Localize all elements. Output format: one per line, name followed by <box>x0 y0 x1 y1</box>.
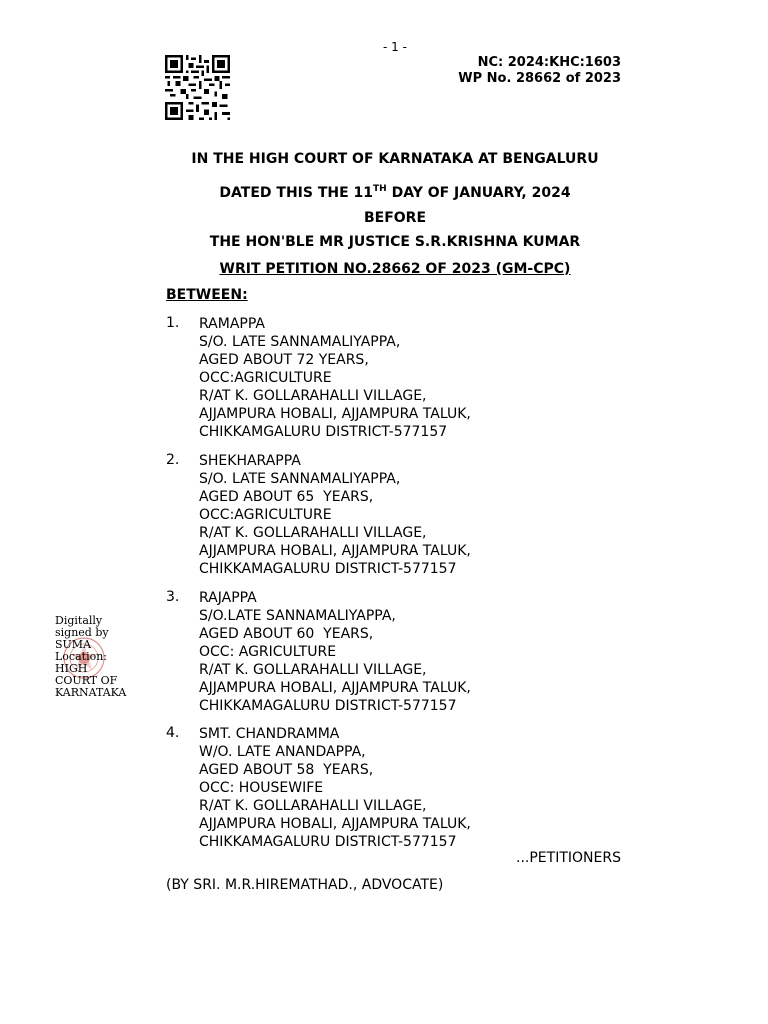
qr-code-icon <box>165 55 230 120</box>
party-line: OCC: AGRICULTURE <box>199 644 337 660</box>
party-line: OCC:AGRICULTURE <box>199 370 332 386</box>
signature-line: COURT OF <box>55 674 118 687</box>
case-header <box>458 55 621 87</box>
party-line: CHIKKAMAGALURU DISTRICT-577157 <box>199 698 457 714</box>
party-number: 4. <box>166 725 180 741</box>
party-line: AJJAMPURA HOBALI, AJJAMPURA TALUK, <box>199 816 471 832</box>
party-line: CHIKKAMGALURU DISTRICT-577157 <box>199 424 448 440</box>
party-line: RAMAPPA <box>199 316 265 332</box>
dated-prefix: DATED THIS THE 11 <box>219 185 374 201</box>
dated-superscript: TH <box>373 184 387 194</box>
party-line: W/O. LATE ANANDAPPA, <box>199 744 366 760</box>
case-number: WP No. 28662 of 2023 <box>458 71 621 86</box>
signature-line: Location: <box>55 650 107 663</box>
party-line: S/O. LATE SANNAMALIYAPPA, <box>199 471 401 487</box>
signature-line: KARNATAKA <box>55 686 127 699</box>
court-name: IN THE HIGH COURT OF KARNATAKA AT BENGALURU <box>191 151 599 167</box>
party-line: CHIKKAMAGALURU DISTRICT-577157 <box>199 561 457 577</box>
party-line: OCC:AGRICULTURE <box>199 507 332 523</box>
party-block <box>199 315 471 441</box>
party-number: 3. <box>166 589 180 605</box>
party-line: AGED ABOUT 72 YEARS, <box>199 352 369 368</box>
party-line: SHEKHARAPPA <box>199 453 301 469</box>
party-block <box>199 589 471 715</box>
party-number: 2. <box>166 452 180 468</box>
signature-line: signed by <box>55 626 109 639</box>
party-line: AJJAMPURA HOBALI, AJJAMPURA TALUK, <box>199 680 471 696</box>
party-line: R/AT K. GOLLARAHALLI VILLAGE, <box>199 662 427 678</box>
party-line: SMT. CHANDRAMMA <box>199 726 340 742</box>
petitioners-label: ...PETITIONERS <box>516 850 621 866</box>
signature-line: HIGH <box>55 662 88 675</box>
party-line: S/O. LATE SANNAMALIYAPPA, <box>199 334 401 350</box>
party-line: OCC: HOUSEWIFE <box>199 780 324 796</box>
party-line: AGED ABOUT 65 YEARS, <box>199 489 374 505</box>
signature-line: SUMA <box>55 638 92 651</box>
party-line: RAJAPPA <box>199 590 257 606</box>
party-line: R/AT K. GOLLARAHALLI VILLAGE, <box>199 798 427 814</box>
dated-suffix: DAY OF JANUARY, 2024 <box>386 185 571 201</box>
writ-petition-title: WRIT PETITION NO.28662 OF 2023 (GM-CPC) <box>219 261 571 277</box>
signature-line: Digitally <box>55 614 103 627</box>
party-line: S/O.LATE SANNAMALIYAPPA, <box>199 608 396 624</box>
digital-signature <box>55 615 135 699</box>
party-block <box>199 725 471 851</box>
dated-line <box>0 184 768 201</box>
party-line: AJJAMPURA HOBALI, AJJAMPURA TALUK, <box>199 543 471 559</box>
party-line: R/AT K. GOLLARAHALLI VILLAGE, <box>199 388 427 404</box>
party-line: AGED ABOUT 60 YEARS, <box>199 626 374 642</box>
party-line: AJJAMPURA HOBALI, AJJAMPURA TALUK, <box>199 406 471 422</box>
between-label: BETWEEN: <box>166 287 248 303</box>
party-number: 1. <box>166 315 180 331</box>
neutral-citation: NC: 2024:KHC:1603 <box>477 55 621 70</box>
party-line: AGED ABOUT 58 YEARS, <box>199 762 374 778</box>
advocate-line: (BY SRI. M.R.HIREMATHAD., ADVOCATE) <box>166 877 444 893</box>
justice-name: THE HON'BLE MR JUSTICE S.R.KRISHNA KUMAR <box>209 234 581 250</box>
party-block <box>199 452 471 578</box>
before-label: BEFORE <box>363 210 427 226</box>
party-line: R/AT K. GOLLARAHALLI VILLAGE, <box>199 525 427 541</box>
party-line: CHIKKAMAGALURU DISTRICT-577157 <box>199 834 457 850</box>
page-number: - 1 - <box>383 40 407 54</box>
